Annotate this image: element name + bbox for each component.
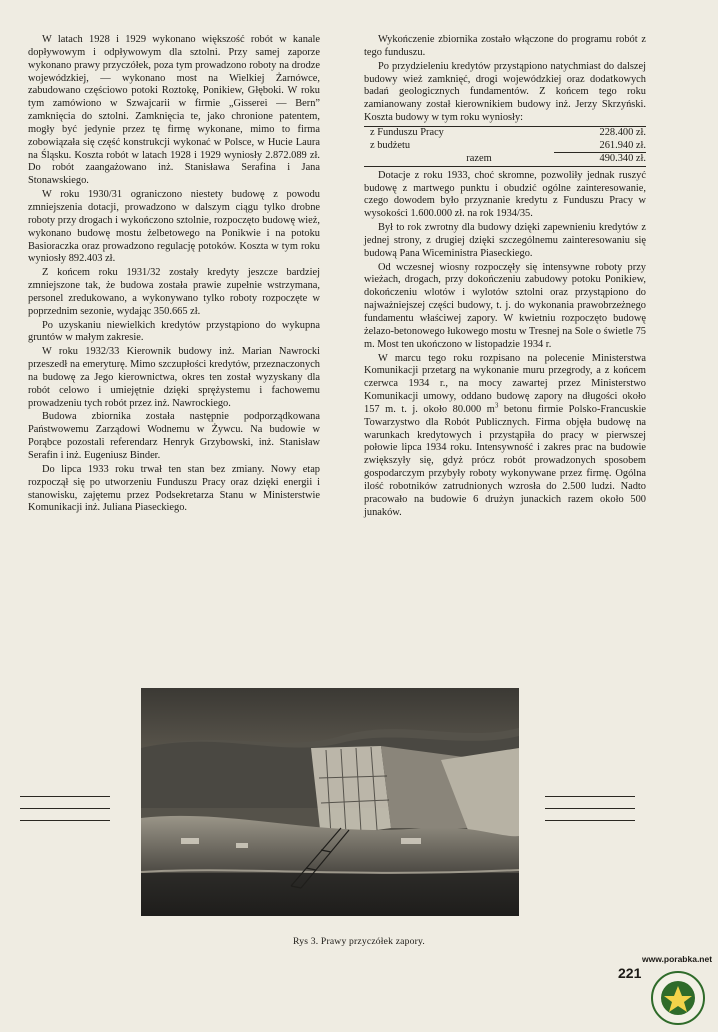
left-paragraph-6: Budowa zbiornika została następnie podporządkowana Państwowemu Zarządowi Wodnemu w Żywcu. Na budowie w Porąbce pozostali referendarz Henryk Grzybowski, inż. Stanisław Serafin i inż. Eugeniusz Binder. [28, 411, 320, 461]
society-seal-icon [642, 964, 714, 1028]
right-paragraph-5: Od wczesnej wiosny rozpoczęły się intensywne roboty przy wieżach, drogach, przy dokończeniu zabudowy potoku Ponikiew, dokończeniu wlotów i wylotów sztolni oraz przystąpiono do najważniejszej części budowy, t. j. do wykonania prawobrzeżnego fundamentu właściwej zapory. W kwietniu rozpoczęto budowę żelazo-betonowego łukowego mostu w Tresnej na Sole o świetle 75 m. Most ten ukończono w listopadzie 1934 r. [364, 261, 646, 350]
cost-table [364, 126, 646, 167]
cost-row [364, 140, 646, 153]
right-paragraph-6 [364, 353, 646, 520]
dam-photo-illustration [141, 688, 519, 916]
page-number: 221 [618, 965, 642, 981]
cost-total-value: 490.340 zł. [554, 153, 646, 167]
decorative-rules-left [20, 796, 110, 832]
left-paragraph-5: W roku 1932/33 Kierownik budowy inż. Marian Nawrocki przeszedł na emeryturę. Mimo szczupłości kredytów, przeznaczonych na budowę za Jego kierownictwa, okres ten został wyzyskany dla robót celowo i umiejętnie dzięki sprężystemu i fachowemu prowadzeniu tych robót przez inż. Nawrockiego. [28, 346, 320, 409]
right-paragraph-3: Dotacje z roku 1933, choć skromne, pozwoliły jednak ruszyć budowę z martwego punktu i obudzić ogólne zainteresowanie, czego dowodem było przyznanie kredytu z Funduszu Pracy w wysokości 1.600.000 zł. na rok 1934/35. [364, 169, 646, 220]
left-paragraph-7: Do lipca 1933 roku trwał ten stan bez zmiany. Nowy etap rozpoczął się po utworzeniu Funduszu Pracy oraz dzięki energii i stanowisku, zajętemu przez Podsekretarza Stanu w Ministerstwie Komunikacji inż. Juliana Piaseckiego. [28, 463, 320, 514]
right-column [364, 34, 646, 519]
left-paragraph-3: Z końcem roku 1931/32 zostały kredyty jeszcze bardziej zmniejszone tak, że budowa została prawie zupełnie wstrzymana, personel zredukowano, a wykonywano tylko roboty rozpoczęte w poprzednim sezonie, wydając 350.665 zł. [28, 267, 320, 317]
cost-row-label: z Funduszu Pracy [364, 126, 554, 139]
cost-total-row [364, 153, 646, 167]
cubic-superscript: 3 [494, 401, 499, 410]
cost-total-label: razem [364, 153, 554, 167]
watermark-url: www.porabka.net [642, 954, 713, 964]
right-paragraph-1: Wykończenie zbiornika zostało włączone do programu robót z tego funduszu. [364, 34, 646, 58]
left-paragraph-2: W roku 1930/31 ograniczono niestety budowę z powodu zmniejszenia dotacji, prowadzono w dalszym ciągu tylko drobne roboty przy drogach i wykończono sztolnie, rozpoczęto budowę wież, wykonano budowę mostu żelbetowego na Ponikwie i na potoku Basioraczka oraz prowadzono regulację potoków. Koszta w tym roku wyniosły 892.403 zł. [28, 189, 320, 265]
right-paragraph-4: Był to rok zwrotny dla budowy dzięki zapewnieniu kredytów z jednej strony, z drugiej dzięki szczególnemu zainteresowaniu się budową Pana Wiceministra Piaseckiego. [364, 222, 646, 259]
decorative-rules-right [545, 796, 635, 832]
left-paragraph-1: W latach 1928 i 1929 wykonano większość robót w kanale dopływowym i odpływowym dla sztolni. Przy samej zaporze wykonano prawy przyczółek, poza tym prowadzono roboty na drodze wojewódzkiej, — wykonano most na Wielkiej Żarnówce, zabudowano częściowo potoki Roztokę, Ponikiew, Głęboki. W roku tym zamówiono w Szwajcarii w firmie „Gisserei — Bern” zamknięcia do sztolni. Zamknięcia te, jako chronione patentem, mogły być jedynie przez tę firmę wykonane, mimo to firma zobowiązała się część konstrukcji wykonać w Polsce, w Hucie Laura na Śląsku. Koszta robót w latach 1928 i 1929 wyniosły 2.872.089 zł. Do robót zaangażowano inż. Stanisława Serafina i Jana Stonawskiego. [28, 34, 320, 187]
concrete-text-after: betonu firmie Polsko-Francuskie Towarzystwo dla Robót Publicznych. Firma objęła budowę na warunkach kredytowych i przystąpiła do pracy w pierwszej połowie lipca 1934 roku. Intensywność i zakres prac na budowie zwiększyły się, gdyż prócz robót prowadzonych sposobem gospodarczym przybyły roboty wykonywane przez firmę. Ogólna ilość robotników zatrudnionych wzrosła do 2.500 ludzi. Nadto pracowało na budowie 6 drużyn junackich razem około 500 junaków. [364, 403, 646, 518]
left-paragraph-4: Po uzyskaniu niewielkich kredytów przystąpiono do wykupna gruntów w małym zakresie. [28, 319, 320, 344]
cost-row-value: 228.400 zł. [554, 126, 646, 139]
figure-caption: Rys 3. Prawy przyczółek zapory. [292, 936, 425, 947]
cost-row [364, 126, 646, 139]
right-paragraph-2: Po przydzieleniu kredytów przystąpiono natychmiast do dalszej budowy wież zamknięć, drogi wojewódzkiej oraz dodatkowych badań geologicznych fundamentów. Z końcem tego roku zamianowany został kierownikiem budowy inż. Jerzy Skrzyński. Koszta budowy w tym roku wyniosły: [364, 60, 646, 124]
cost-row-label: z budżetu [370, 139, 411, 151]
cost-row-value: 261.940 zł. [554, 140, 646, 153]
concrete-text-before: W marcu tego roku rozpisano na polecenie Ministerstwa Komunikacji przetarg na wykonanie muru przegrody, a z końcem czerwca 1934 r., na mocy zawartej przez Ministerstwo Komunikacji umowy, oddano budowę zapory na długości około 157 m. t. j. około 80.000 m [364, 352, 646, 415]
left-column [28, 34, 320, 515]
dam-photo [141, 688, 519, 916]
